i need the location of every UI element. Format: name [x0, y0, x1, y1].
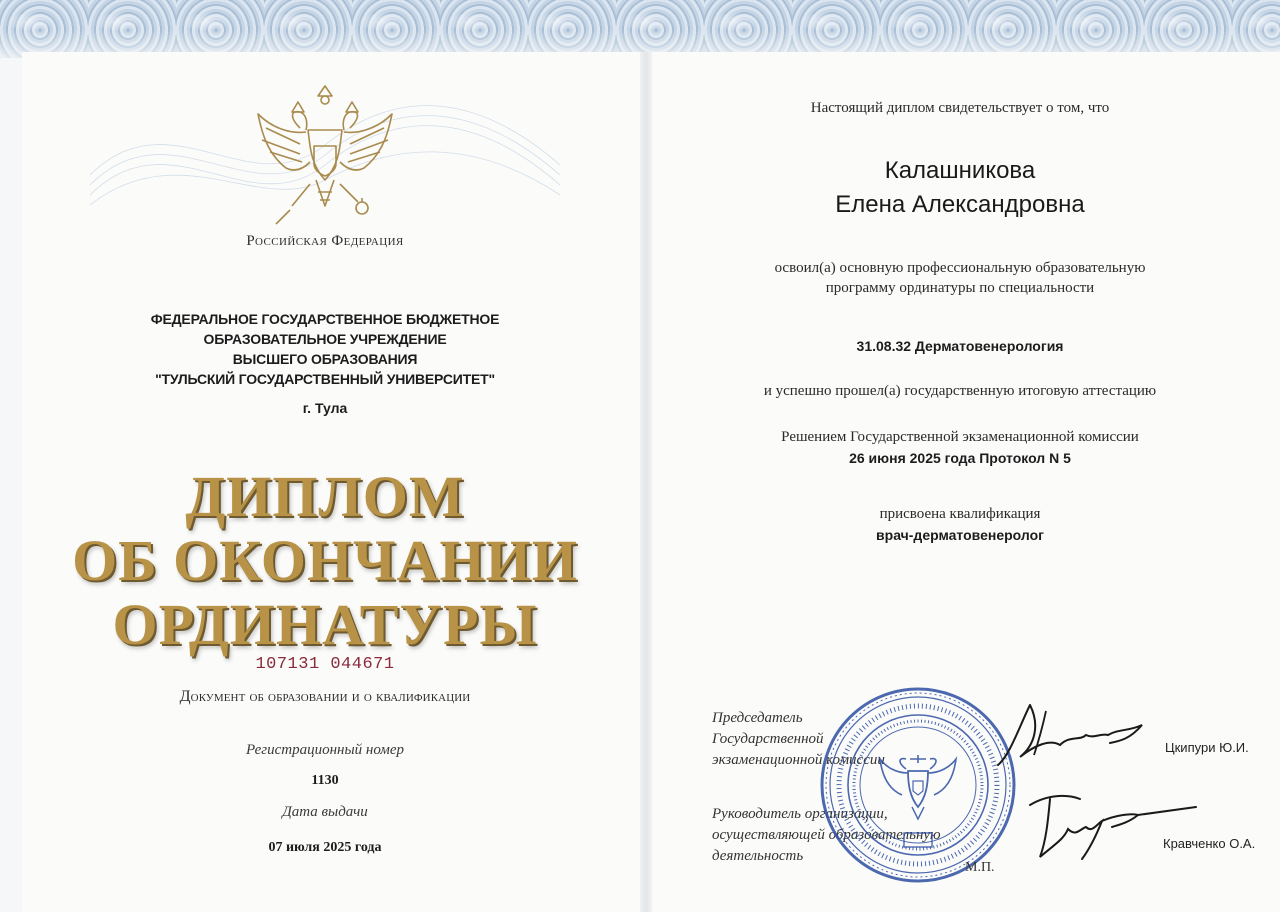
- stamp-place: М.П.: [965, 860, 995, 875]
- protocol: 26 июня 2025 года Протокол N 5: [849, 450, 1071, 466]
- issue-date: 07 июля 2025 года: [268, 840, 382, 855]
- graduate-surname: Калашникова: [884, 157, 1036, 184]
- registration-label: Регистрационный номер: [245, 742, 404, 758]
- signature-chair: [990, 695, 1165, 770]
- page-fold: [640, 52, 652, 912]
- graduate-given-names: Елена Александровна: [835, 191, 1085, 218]
- diploma-title-line: ОБ ОКОНЧАНИИ: [72, 528, 578, 593]
- program-line: программу ординатуры по специальности: [825, 280, 1095, 296]
- head-label-line: Руководитель организации,: [712, 806, 888, 822]
- head-label-line: осуществляющей образовательную: [712, 827, 941, 843]
- diploma-title-line: ДИПЛОМ: [185, 464, 465, 529]
- chair-name: Цкипури Ю.И.: [1165, 740, 1249, 755]
- city: г. Тула: [302, 400, 348, 416]
- intro-text: Настоящий диплом свидетельствует о том, что: [810, 100, 1110, 116]
- document-type: Документ об образовании и о квалификации: [179, 688, 471, 705]
- chair-label-line: Государственной: [712, 731, 824, 747]
- chair-label-line: Председатель: [712, 710, 803, 726]
- specialty: 31.08.32 Дерматовенерология: [856, 338, 1064, 354]
- institution-line: "ТУЛЬСКИЙ ГОСУДАРСТВЕННЫЙ УНИВЕРСИТЕТ": [155, 371, 495, 387]
- qualification: врач-дерматовенеролог: [876, 527, 1044, 543]
- head-label-line: деятельность: [712, 848, 804, 864]
- registration-number: 1130: [311, 773, 339, 788]
- attestation-text: и успешно прошел(а) государственную итоговую аттестацию: [763, 383, 1157, 399]
- signature-head: [1020, 785, 1200, 865]
- head-name: Кравченко О.А.: [1163, 836, 1256, 851]
- program-line: освоил(а) основную профессиональную образовательную: [774, 260, 1146, 276]
- commission-decision: Решением Государственной экзаменационной комиссии: [781, 429, 1139, 445]
- qualification-label: присвоена квалификация: [879, 506, 1041, 522]
- issue-date-label: Дата выдачи: [282, 804, 368, 820]
- institution-line: ВЫСШЕГО ОБРАЗОВАНИЯ: [232, 351, 418, 367]
- institution-line: ФЕДЕРАЛЬНОЕ ГОСУДАРСТВЕННОЕ БЮДЖЕТНОЕ: [150, 311, 500, 327]
- serial-number: 107131 044671: [255, 655, 395, 674]
- country-name: Российская Федерация: [246, 233, 404, 249]
- coat-of-arms-emblem: [250, 84, 400, 232]
- institution-name: [100, 309, 550, 389]
- diploma-title-line: ОРДИНАТУРЫ: [112, 592, 538, 657]
- program-description: [690, 258, 1230, 298]
- official-seal-stamp: [818, 685, 1018, 885]
- institution-line: ОБРАЗОВАТЕЛЬНОЕ УЧРЕЖДЕНИЕ: [203, 331, 447, 347]
- chair-label-line: экзаменационной комиссии: [712, 752, 885, 768]
